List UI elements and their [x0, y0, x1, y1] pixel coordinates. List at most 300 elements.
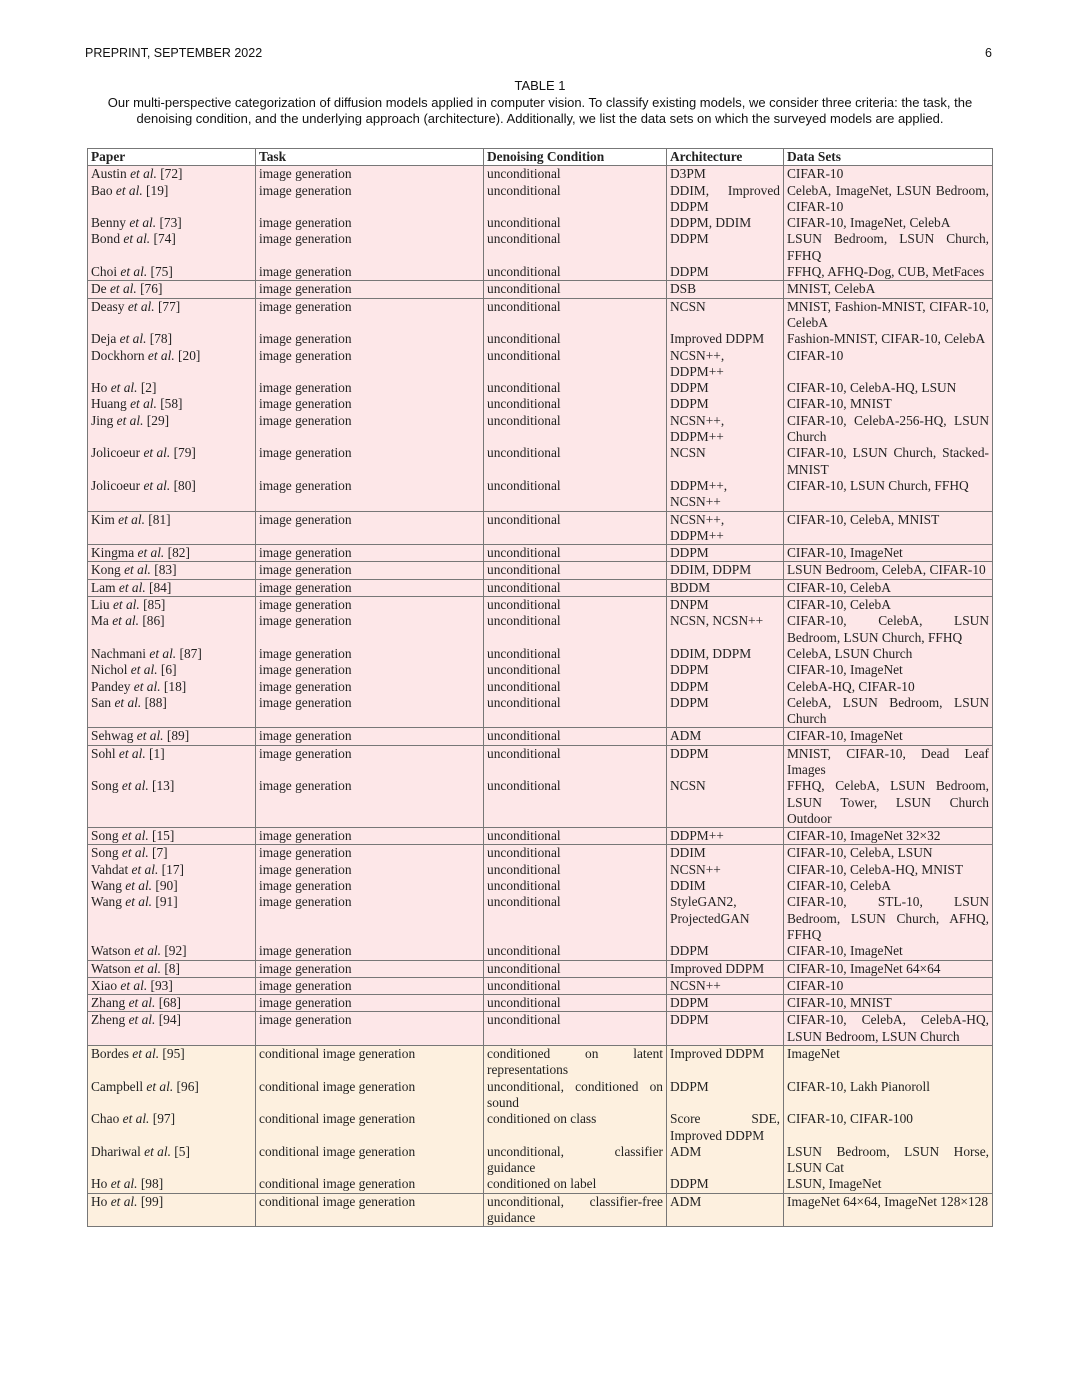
cell-paper: [88, 828, 256, 845]
paper-author: Wang: [91, 894, 126, 910]
cell-paper: [88, 778, 256, 827]
cell-denoising-condition: unconditional: [484, 545, 667, 562]
cell-architecture: DDPM: [667, 695, 784, 728]
table-row: [88, 298, 993, 331]
paper-author: De: [91, 281, 110, 297]
cell-paper: [88, 183, 256, 216]
cell-denoising-condition: unconditional: [484, 745, 667, 778]
table-row: [88, 1176, 993, 1193]
paper-author: Sohl: [91, 745, 119, 761]
cell-architecture: DNPM: [667, 597, 784, 614]
cell-denoising-condition: unconditional: [484, 613, 667, 646]
table-row: [88, 995, 993, 1012]
cell-denoising-condition: unconditional: [484, 478, 667, 511]
cell-data-sets: Fashion-MNIST, CIFAR-10, CelebA: [784, 331, 993, 347]
table-row: [88, 579, 993, 596]
et-al: et al.: [123, 231, 151, 247]
cell-task: image generation: [256, 662, 484, 678]
cell-denoising-condition: unconditional: [484, 778, 667, 827]
cell-task: image generation: [256, 298, 484, 331]
cell-paper: [88, 745, 256, 778]
table-row: [88, 331, 993, 347]
table-row: [88, 960, 993, 977]
cell-paper: [88, 646, 256, 662]
cell-data-sets: CIFAR-10, LSUN Church, FFHQ: [784, 478, 993, 511]
table-row: [88, 894, 993, 943]
paper-reference: [80]: [170, 477, 196, 493]
et-al: et al.: [143, 445, 171, 461]
cell-task: image generation: [256, 231, 484, 264]
cell-task: conditional image generation: [256, 1193, 484, 1227]
cell-data-sets: CelebA, LSUN Bedroom, LSUN Church: [784, 695, 993, 728]
cell-data-sets: CelebA, LSUN Church: [784, 646, 993, 662]
paper-reference: [88]: [141, 694, 167, 710]
table-row: [88, 828, 993, 845]
cell-architecture: DDPM: [667, 679, 784, 695]
cell-paper: [88, 478, 256, 511]
paper-reference: [19]: [142, 182, 169, 198]
table-row: [88, 679, 993, 695]
paper-author: Ma: [91, 613, 113, 629]
paper-author: Austin: [91, 166, 131, 182]
paper-author: Bao: [91, 182, 116, 198]
cell-data-sets: CIFAR-10: [784, 977, 993, 994]
cell-task: image generation: [256, 894, 484, 943]
paper-reference: [83]: [150, 562, 177, 578]
et-al: et al.: [120, 264, 148, 280]
cell-architecture: Improved DDPM: [667, 960, 784, 977]
cell-denoising-condition: unconditional, conditioned on sound: [484, 1079, 667, 1112]
et-al: et al.: [120, 977, 148, 993]
paper-reference: [20]: [174, 347, 201, 363]
paper-reference: [73]: [156, 215, 182, 231]
table-row: [88, 511, 993, 545]
cell-paper: [88, 613, 256, 646]
cell-task: conditional image generation: [256, 1046, 484, 1079]
cell-task: image generation: [256, 862, 484, 878]
et-al: et al.: [143, 477, 171, 493]
cell-data-sets: MNIST, CelebA: [784, 281, 993, 298]
table-row: [88, 745, 993, 778]
et-al: et al.: [119, 331, 147, 347]
cell-paper: [88, 413, 256, 446]
cell-denoising-condition: unconditional: [484, 215, 667, 231]
cell-data-sets: CIFAR-10, CelebA: [784, 878, 993, 894]
cell-denoising-condition: unconditional, classifier guidance: [484, 1144, 667, 1177]
cell-architecture: DDPM: [667, 662, 784, 678]
et-al: et al.: [130, 662, 158, 678]
paper-author: Kim: [91, 511, 119, 527]
table-row: [88, 728, 993, 745]
paper-author: Kong: [91, 562, 125, 578]
cell-paper: [88, 281, 256, 298]
paper-author: Watson: [91, 960, 135, 976]
paper-author: Dhariwal: [91, 1143, 145, 1159]
cell-paper: [88, 298, 256, 331]
table-row: [88, 845, 993, 862]
paper-reference: [1]: [145, 745, 165, 761]
table-row: [88, 1046, 993, 1079]
et-al: et al.: [118, 511, 145, 527]
cell-task: image generation: [256, 646, 484, 662]
table-row: [88, 878, 993, 894]
cell-denoising-condition: conditioned on label: [484, 1176, 667, 1193]
cell-data-sets: CIFAR-10, ImageNet: [784, 728, 993, 745]
cell-denoising-condition: unconditional: [484, 679, 667, 695]
cell-task: image generation: [256, 778, 484, 827]
cell-paper: [88, 562, 256, 579]
et-al: et al.: [146, 1078, 174, 1094]
cell-architecture: DDPM: [667, 380, 784, 396]
paper-reference: [89]: [163, 728, 190, 744]
table-row: [88, 545, 993, 562]
et-al: et al.: [109, 281, 137, 297]
cell-denoising-condition: unconditional: [484, 281, 667, 298]
cell-data-sets: LSUN Bedroom, LSUN Horse, LSUN Cat: [784, 1144, 993, 1177]
table-row: [88, 1144, 993, 1177]
et-al: et al.: [147, 347, 175, 363]
table-row: [88, 862, 993, 878]
cell-data-sets: CelebA, ImageNet, LSUN Bedroom, CIFAR-10: [784, 183, 993, 216]
cell-denoising-condition: unconditional: [484, 298, 667, 331]
et-al: et al.: [110, 1193, 138, 1209]
cell-task: image generation: [256, 264, 484, 281]
cell-paper: [88, 1111, 256, 1144]
cell-paper: [88, 264, 256, 281]
page-number: 6: [985, 46, 992, 60]
cell-denoising-condition: unconditional: [484, 894, 667, 943]
table-row: [88, 977, 993, 994]
paper-reference: [74]: [150, 231, 176, 247]
categorization-table: [87, 148, 993, 1227]
et-al: et al.: [122, 1111, 150, 1127]
cell-denoising-condition: unconditional: [484, 597, 667, 614]
paper-reference: [77]: [154, 298, 181, 314]
paper-author: Jolicoeur: [91, 477, 144, 493]
cell-data-sets: CIFAR-10: [784, 166, 993, 183]
column-header-denoising-condition: Denoising Condition: [484, 149, 667, 166]
table-row: [88, 348, 993, 381]
cell-architecture: Improved DDPM: [667, 331, 784, 347]
et-al: et al.: [127, 298, 155, 314]
et-al: et al.: [121, 845, 149, 861]
table-row: [88, 695, 993, 728]
cell-data-sets: CIFAR-10, ImageNet: [784, 545, 993, 562]
cell-task: image generation: [256, 695, 484, 728]
paper-author: Pandey: [91, 678, 134, 694]
cell-denoising-condition: unconditional: [484, 728, 667, 745]
cell-task: image generation: [256, 613, 484, 646]
cell-paper: [88, 545, 256, 562]
column-header-paper: Paper: [88, 149, 256, 166]
et-al: et al.: [130, 166, 157, 182]
cell-denoising-condition: unconditional: [484, 264, 667, 281]
cell-paper: [88, 1176, 256, 1193]
table-row: [88, 166, 993, 183]
cell-denoising-condition: unconditional: [484, 166, 667, 183]
cell-data-sets: ImageNet 64×64, ImageNet 128×128: [784, 1193, 993, 1227]
et-al: et al.: [110, 1176, 138, 1192]
cell-paper: [88, 679, 256, 695]
table-row: [88, 597, 993, 614]
paper-reference: [5]: [170, 1143, 190, 1159]
cell-task: conditional image generation: [256, 1079, 484, 1112]
cell-paper: [88, 943, 256, 960]
table-row: [88, 1012, 993, 1046]
cell-paper: [88, 166, 256, 183]
cell-paper: [88, 1144, 256, 1177]
cell-paper: [88, 348, 256, 381]
paper-reference: [98]: [137, 1176, 164, 1192]
cell-paper: [88, 396, 256, 412]
cell-denoising-condition: unconditional: [484, 445, 667, 478]
paper-reference: [94]: [155, 1012, 182, 1028]
paper-reference: [17]: [158, 861, 184, 877]
paper-reference: [85]: [139, 597, 166, 613]
paper-reference: [82]: [164, 545, 190, 561]
et-al: et al.: [134, 960, 161, 976]
cell-denoising-condition: conditioned on latent representations: [484, 1046, 667, 1079]
cell-task: image generation: [256, 943, 484, 960]
cell-data-sets: CIFAR-10, LSUN Church, Stacked-MNIST: [784, 445, 993, 478]
column-header-architecture: Architecture: [667, 149, 784, 166]
paper-author: Ho: [91, 1193, 111, 1209]
et-al: et al.: [125, 878, 153, 894]
cell-architecture: DSB: [667, 281, 784, 298]
et-al: et al.: [124, 562, 151, 578]
paper-reference: [68]: [155, 995, 182, 1011]
paper-reference: [81]: [144, 511, 171, 527]
cell-data-sets: CIFAR-10, ImageNet 32×32: [784, 828, 993, 845]
cell-data-sets: CIFAR-10: [784, 348, 993, 381]
cell-paper: [88, 995, 256, 1012]
paper-reference: [15]: [148, 828, 175, 844]
paper-author: Jing: [91, 412, 117, 428]
cell-task: image generation: [256, 331, 484, 347]
table-header-row: [88, 149, 993, 166]
cell-denoising-condition: unconditional: [484, 413, 667, 446]
cell-architecture: DDPM: [667, 396, 784, 412]
cell-data-sets: LSUN, ImageNet: [784, 1176, 993, 1193]
cell-task: image generation: [256, 281, 484, 298]
cell-architecture: NCSN: [667, 298, 784, 331]
cell-paper: [88, 215, 256, 231]
et-al: et al.: [128, 1012, 156, 1028]
cell-data-sets: CIFAR-10, MNIST: [784, 995, 993, 1012]
cell-task: image generation: [256, 478, 484, 511]
et-al: et al.: [128, 995, 156, 1011]
cell-architecture: DDPM, DDIM: [667, 215, 784, 231]
paper-reference: [93]: [147, 977, 173, 993]
paper-author: Ho: [91, 1176, 111, 1192]
cell-architecture: DDIM, Improved DDPM: [667, 183, 784, 216]
table-row: [88, 478, 993, 511]
cell-task: image generation: [256, 845, 484, 862]
table-caption: Our multi-perspective categorization of diffusion models applied in computer vision. To classify existing models, we consider three criteria: the task, the denoising condition, and the underlying approach (architecture). Additionally, we list the data sets on which the surveyed models are applied.: [107, 95, 973, 126]
cell-task: image generation: [256, 579, 484, 596]
cell-paper: [88, 695, 256, 728]
paper-reference: [7]: [148, 845, 168, 861]
et-al: et al.: [121, 778, 149, 794]
cell-data-sets: CIFAR-10, CelebA: [784, 579, 993, 596]
cell-data-sets: LSUN Bedroom, LSUN Church, FFHQ: [784, 231, 993, 264]
cell-denoising-condition: unconditional: [484, 1012, 667, 1046]
paper-author: Deja: [91, 331, 120, 347]
cell-architecture: NCSN++, DDPM++: [667, 511, 784, 545]
cell-architecture: NCSN++: [667, 862, 784, 878]
paper-author: Bordes: [91, 1046, 133, 1062]
paper-author: Campbell: [91, 1078, 147, 1094]
table-row: [88, 613, 993, 646]
paper-author: Benny: [91, 215, 130, 231]
et-al: et al.: [112, 613, 139, 629]
cell-architecture: DDPM: [667, 1012, 784, 1046]
table-row: [88, 215, 993, 231]
paper-reference: [99]: [137, 1193, 164, 1209]
cell-data-sets: CIFAR-10, ImageNet, CelebA: [784, 215, 993, 231]
et-al: et al.: [121, 828, 149, 844]
cell-architecture: DDPM: [667, 995, 784, 1012]
cell-architecture: DDPM: [667, 545, 784, 562]
et-al: et al.: [136, 728, 164, 744]
cell-architecture: NCSN: [667, 445, 784, 478]
cell-data-sets: CIFAR-10, STL-10, LSUN Bedroom, LSUN Church, AFHQ, FFHQ: [784, 894, 993, 943]
paper-reference: [58]: [156, 396, 183, 412]
cell-paper: [88, 445, 256, 478]
cell-denoising-condition: unconditional: [484, 943, 667, 960]
cell-data-sets: MNIST, CIFAR-10, Dead Leaf Images: [784, 745, 993, 778]
paper-reference: [8]: [160, 960, 180, 976]
paper-author: Choi: [91, 264, 121, 280]
cell-architecture: NCSN++, DDPM++: [667, 413, 784, 446]
cell-architecture: NCSN++: [667, 977, 784, 994]
cell-architecture: Improved DDPM: [667, 1046, 784, 1079]
cell-task: conditional image generation: [256, 1111, 484, 1144]
paper-author: Sehwag: [91, 728, 137, 744]
paper-reference: [29]: [143, 412, 170, 428]
cell-data-sets: CIFAR-10, CelebA, CelebA-HQ, LSUN Bedroom, LSUN Church: [784, 1012, 993, 1046]
cell-task: image generation: [256, 380, 484, 396]
et-al: et al.: [137, 545, 165, 561]
paper-reference: [72]: [156, 166, 183, 182]
cell-task: image generation: [256, 348, 484, 381]
cell-architecture: D3PM: [667, 166, 784, 183]
paper-author: Zheng: [91, 1012, 129, 1028]
paper-author: Jolicoeur: [91, 445, 144, 461]
cell-architecture: ADM: [667, 1193, 784, 1227]
paper-author: Watson: [91, 943, 135, 959]
et-al: et al.: [129, 215, 157, 231]
table-row: [88, 380, 993, 396]
cell-task: image generation: [256, 166, 484, 183]
paper-reference: [90]: [152, 878, 178, 894]
cell-task: image generation: [256, 745, 484, 778]
cell-data-sets: ImageNet: [784, 1046, 993, 1079]
cell-paper: [88, 380, 256, 396]
cell-data-sets: CIFAR-10, CelebA, MNIST: [784, 511, 993, 545]
paper-author: Song: [91, 828, 122, 844]
paper-author: Nachmani: [91, 645, 150, 661]
paper-reference: [95]: [159, 1046, 185, 1062]
cell-paper: [88, 662, 256, 678]
table-row: [88, 778, 993, 827]
cell-denoising-condition: unconditional: [484, 396, 667, 412]
et-al: et al.: [133, 678, 161, 694]
table-row: [88, 183, 993, 216]
paper-reference: [13]: [148, 778, 175, 794]
cell-architecture: ADM: [667, 1144, 784, 1177]
table-row: [88, 646, 993, 662]
cell-task: image generation: [256, 396, 484, 412]
cell-data-sets: FFHQ, CelebA, LSUN Bedroom, LSUN Tower, LSUN Church Outdoor: [784, 778, 993, 827]
cell-architecture: DDPM: [667, 943, 784, 960]
paper-author: Deasy: [91, 298, 128, 314]
cell-data-sets: CIFAR-10, CelebA, LSUN Bedroom, LSUN Church, FFHQ: [784, 613, 993, 646]
paper-author: Chao: [91, 1111, 123, 1127]
cell-architecture: DDIM, DDPM: [667, 646, 784, 662]
cell-task: image generation: [256, 183, 484, 216]
paper-author: Dockhorn: [91, 347, 148, 363]
cell-task: image generation: [256, 995, 484, 1012]
cell-denoising-condition: unconditional: [484, 862, 667, 878]
table-row: [88, 231, 993, 264]
cell-architecture: DDPM: [667, 264, 784, 281]
paper-reference: [75]: [147, 264, 173, 280]
table-row: [88, 1193, 993, 1227]
cell-paper: [88, 597, 256, 614]
et-al: et al.: [118, 579, 146, 595]
cell-architecture: DDPM: [667, 745, 784, 778]
paper-reference: [2]: [137, 380, 157, 396]
cell-denoising-condition: unconditional: [484, 662, 667, 678]
cell-task: image generation: [256, 1012, 484, 1046]
table-row: [88, 562, 993, 579]
cell-denoising-condition: unconditional: [484, 348, 667, 381]
cell-data-sets: CIFAR-10, ImageNet: [784, 662, 993, 678]
cell-paper: [88, 1079, 256, 1112]
cell-architecture: DDPM: [667, 1176, 784, 1193]
et-al: et al.: [132, 1046, 160, 1062]
et-al: et al.: [116, 412, 144, 428]
cell-denoising-condition: unconditional: [484, 380, 667, 396]
paper-author: Ho: [91, 380, 111, 396]
cell-paper: [88, 878, 256, 894]
paper-reference: [87]: [176, 645, 202, 661]
paper-author: Wang: [91, 878, 126, 894]
cell-task: image generation: [256, 215, 484, 231]
table-row: [88, 281, 993, 298]
cell-data-sets: CIFAR-10, CelebA-256-HQ, LSUN Church: [784, 413, 993, 446]
paper-author: Xiao: [91, 977, 121, 993]
cell-paper: [88, 1046, 256, 1079]
cell-task: image generation: [256, 597, 484, 614]
cell-paper: [88, 1193, 256, 1227]
paper-author: San: [91, 694, 115, 710]
column-header-task: Task: [256, 149, 484, 166]
et-al: et al.: [125, 894, 153, 910]
cell-task: image generation: [256, 977, 484, 994]
paper-reference: [84]: [145, 579, 172, 595]
cell-architecture: DDPM: [667, 231, 784, 264]
paper-reference: [86]: [138, 613, 165, 629]
paper-author: Lam: [91, 579, 119, 595]
cell-data-sets: MNIST, Fashion-MNIST, CIFAR-10, CelebA: [784, 298, 993, 331]
column-header-data-sets: Data Sets: [784, 149, 993, 166]
cell-denoising-condition: unconditional: [484, 511, 667, 545]
et-al: et al.: [110, 380, 138, 396]
cell-task: image generation: [256, 511, 484, 545]
cell-architecture: DDPM: [667, 1079, 784, 1112]
